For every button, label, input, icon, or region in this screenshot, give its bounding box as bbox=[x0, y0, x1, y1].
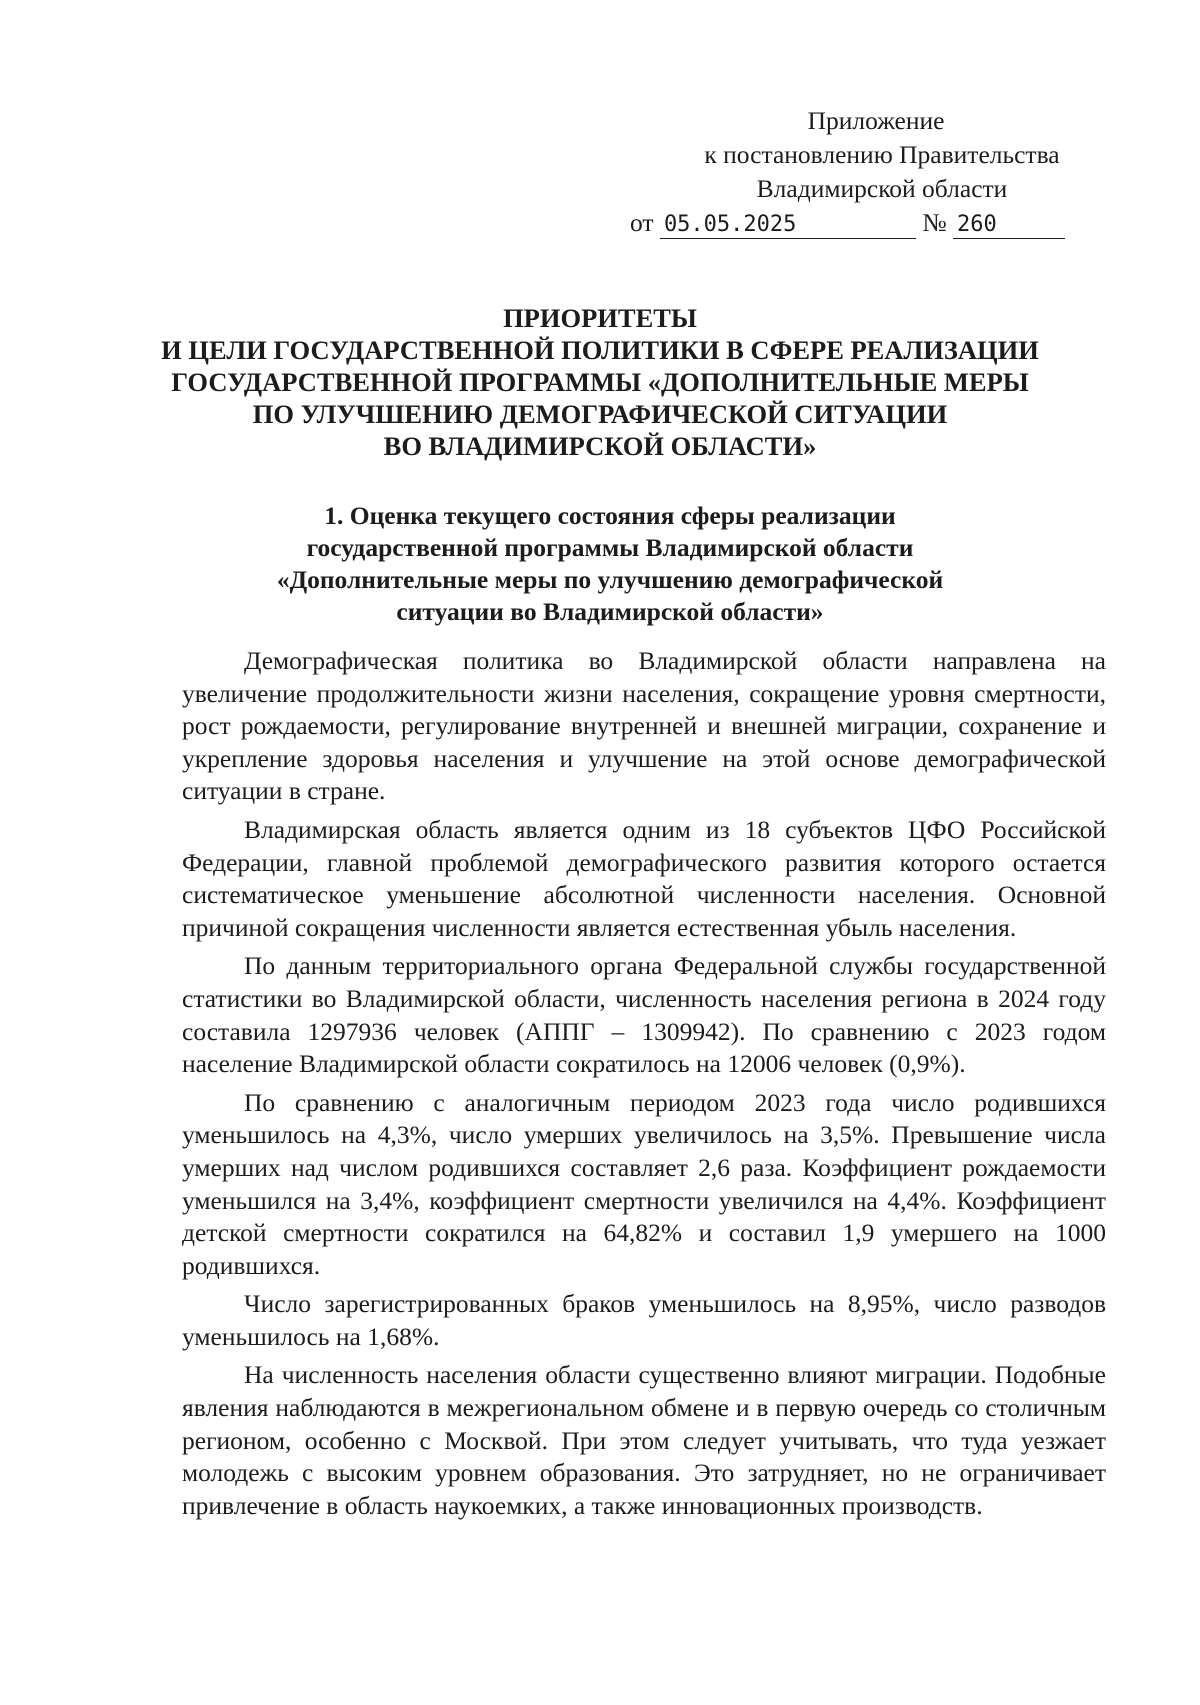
title-line: И ЦЕЛИ ГОСУДАРСТВЕННОЙ ПОЛИТИКИ В СФЕРЕ РЕАЛИЗАЦИИ bbox=[161, 335, 1039, 365]
appendix-line-3: Владимирской области bbox=[756, 174, 1008, 203]
title-line: ГОСУДАРСТВЕННОЙ ПРОГРАММЫ «ДОПОЛНИТЕЛЬНЫЕ МЕРЫ bbox=[171, 367, 1029, 397]
document-date: 05.05.2025 bbox=[660, 212, 916, 239]
appendix-line-1: Приложение bbox=[807, 106, 945, 135]
appendix-date-row bbox=[630, 206, 1100, 240]
appendix-line-2: к постановлению Правительства bbox=[704, 140, 1060, 169]
section-heading-line: государственной программы Владимирской области bbox=[306, 533, 914, 562]
paragraph: На численность населения области существенно влияют миграции. Подобные явления наблюдаются в межрегиональном обмене и в первую очередь со столичным регионом, особенно с Москвой. При этом следует учитывать, что туда уезжает молодежь с высоким уровнем образования. Это затрудняет, но не ограничивает привлечение в область наукоемких, а также инновационных производств. bbox=[182, 1360, 1106, 1520]
number-prefix: № bbox=[922, 208, 947, 237]
section-body bbox=[182, 645, 1106, 1528]
paragraph: Число зарегистрированных браков уменьшилось на 8,95%, число разводов уменьшилось на 1,68%. bbox=[182, 1289, 1106, 1351]
paragraph: По данным территориального органа Федеральной службы государственной статистики во Владимирской области, численность населения региона в 2024 году составила 1297936 человек (АППГ – 1309942). По сравнению с 2023 годом население Владимирской области сократилось на 12006 человек (0,9%). bbox=[182, 951, 1106, 1079]
paragraph: Владимирская область является одним из 18 субъектов ЦФО Российской Федерации, главной проблемой демографического развития которого остается систематическое уменьшение абсолютной численности населения. Основной причиной сокращения численности является естественная убыль населения. bbox=[182, 814, 1106, 942]
paragraph: Демографическая политика во Владимирской области направлена на увеличение продолжительности жизни населения, сокращение уровня смертности, рост рождаемости, регулирование внутренней и внешней миграции, сохранение и укрепление здоровья населения и улучшение на этой основе демографической ситуации в стране. bbox=[182, 646, 1106, 806]
document-number: 260 bbox=[953, 212, 1065, 239]
title-line: ПО УЛУЧШЕНИЮ ДЕМОГРАФИЧЕСКОЙ СИТУАЦИИ bbox=[252, 399, 948, 429]
section-heading-line: 1. Оценка текущего состояния сферы реализации bbox=[324, 501, 896, 530]
document-title bbox=[120, 302, 1080, 462]
title-line: ПРИОРИТЕТЫ bbox=[503, 303, 697, 333]
section-heading-line: «Дополнительные меры по улучшению демографической bbox=[276, 565, 944, 594]
date-prefix: от bbox=[630, 208, 654, 237]
paragraph: По сравнению с аналогичным периодом 2023 года число родившихся уменьшилось на 4,3%, число умерших увеличилось на 3,5%. Превышение числа умерших над числом родившихся составляет 2,6 раза. Коэффициент рождаемости уменьшился на 3,4%, коэффициент смертности увеличился на 4,4%. Коэффициент детской смертности сократился на 64,82% и составил 1,9 умершего на 1000 родившихся. bbox=[182, 1087, 1106, 1280]
section-heading bbox=[230, 500, 990, 628]
appendix-header bbox=[630, 104, 1100, 240]
section-heading-line: ситуации во Владимирской области» bbox=[396, 597, 824, 626]
title-line: ВО ВЛАДИМИРСКОЙ ОБЛАСТИ» bbox=[383, 431, 817, 461]
